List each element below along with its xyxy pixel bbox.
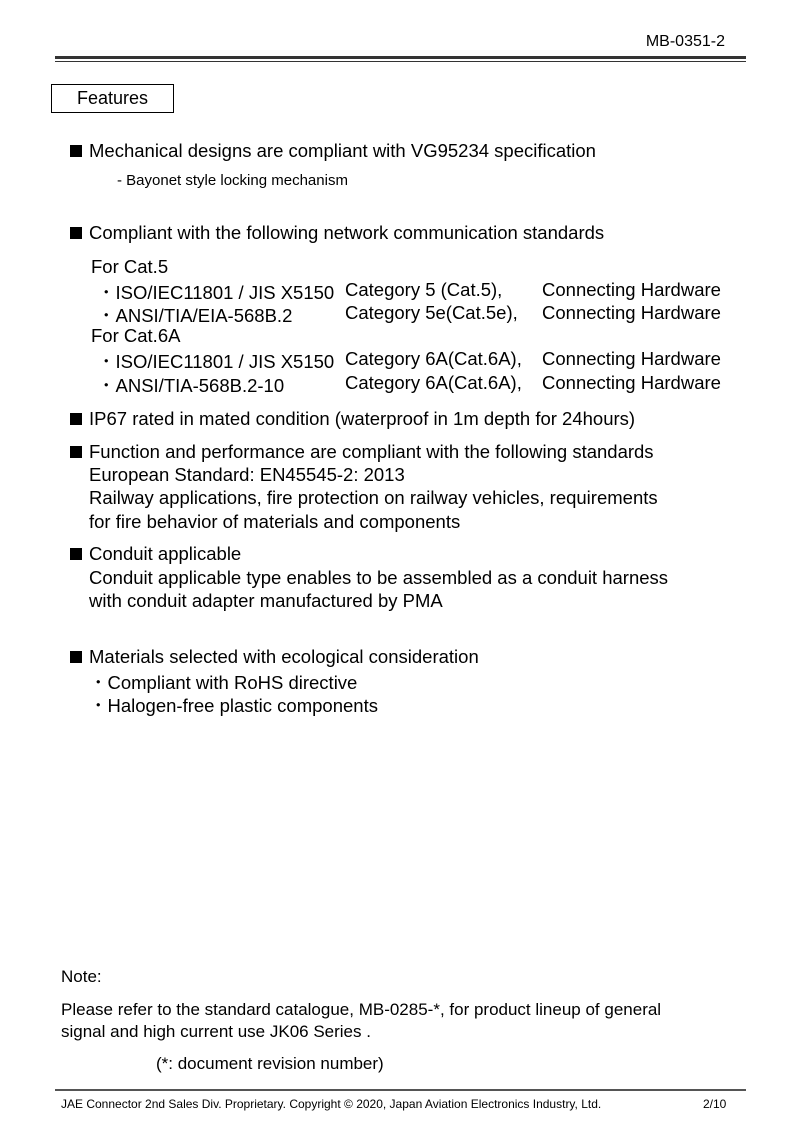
- feature-4-line-1: European Standard: EN45545-2: 2013: [89, 464, 405, 485]
- feature-5-line-1: Conduit applicable type enables to be assembled as a conduit harness: [89, 567, 669, 588]
- cat5-row-2-standard: ・ANSI/TIA/EIA-568B.2: [97, 305, 293, 326]
- feature-3-title: IP67 rated in mated condition (waterproof in 1m depth for 24hours): [89, 408, 636, 429]
- feature-2-title: Compliant with the following network communication standards: [89, 222, 605, 243]
- note-line-3: (*: document revision number): [156, 1054, 384, 1073]
- section-title-box: [51, 84, 174, 113]
- bullet-square-icon: [70, 227, 82, 239]
- footer-rule: [55, 1089, 746, 1091]
- cat6a-row-1-type: Connecting Hardware: [542, 348, 721, 369]
- feature-1-sub: - Bayonet style locking mechanism: [117, 172, 348, 189]
- cat5-row-2-category: Category 5e(Cat.5e),: [345, 302, 518, 323]
- cat6a-row-1-category: Category 6A(Cat.6A),: [345, 348, 522, 369]
- page-number: 2/10: [703, 1097, 727, 1111]
- bullet-square-icon: [70, 413, 82, 425]
- feature-1-title: Mechanical designs are compliant with VG95234 specification: [89, 140, 596, 161]
- cat6a-row-1-standard: ・ISO/IEC11801 / JIS X5150: [97, 351, 335, 372]
- feature-6-line-2: ・Halogen-free plastic components: [89, 695, 378, 716]
- cat5-row-2-type: Connecting Hardware: [542, 302, 721, 323]
- feature-6-title: Materials selected with ecological consideration: [89, 646, 479, 667]
- feature-4-line-2: Railway applications, fire protection on railway vehicles, requirements: [89, 487, 658, 508]
- note-label: Note:: [61, 967, 102, 986]
- note-line-2: signal and high current use JK06 Series .: [61, 1022, 371, 1041]
- feature-4-line-3: for fire behavior of materials and components: [89, 511, 461, 532]
- cat5-row-1-type: Connecting Hardware: [542, 279, 721, 300]
- cat5-row-1-standard: ・ISO/IEC11801 / JIS X5150: [97, 282, 335, 303]
- note-line-1: Please refer to the standard catalogue, MB-0285-*, for product lineup of general: [61, 1000, 662, 1019]
- bullet-square-icon: [70, 446, 82, 458]
- document-number: MB-0351-2: [645, 33, 725, 50]
- feature-4-title: Function and performance are compliant with the following standards: [89, 441, 654, 462]
- bullet-square-icon: [70, 145, 82, 157]
- cat6a-row-2-category: Category 6A(Cat.6A),: [345, 372, 522, 393]
- bullet-square-icon: [70, 548, 82, 560]
- cat6a-row-2-standard: ・ANSI/TIA-568B.2-10: [97, 375, 285, 396]
- cat5-label: For Cat.5: [91, 256, 169, 277]
- cat6a-row-2-type: Connecting Hardware: [542, 372, 721, 393]
- cat5-row-1-category: Category 5 (Cat.5),: [345, 279, 503, 300]
- feature-6-line-1: ・Compliant with RoHS directive: [89, 672, 358, 693]
- header-rule-thick: [55, 56, 746, 59]
- feature-5-line-2: with conduit adapter manufactured by PMA: [89, 590, 443, 611]
- section-title: Features: [76, 88, 149, 108]
- footer-copyright: JAE Connector 2nd Sales Div. Proprietary. Copyright © 2020, Japan Aviation Electronics Industry, Ltd.: [61, 1097, 602, 1111]
- bullet-square-icon: [70, 651, 82, 663]
- feature-5-title: Conduit applicable: [89, 543, 242, 564]
- header-rule-thin: [55, 61, 746, 62]
- cat6a-label: For Cat.6A: [91, 325, 181, 346]
